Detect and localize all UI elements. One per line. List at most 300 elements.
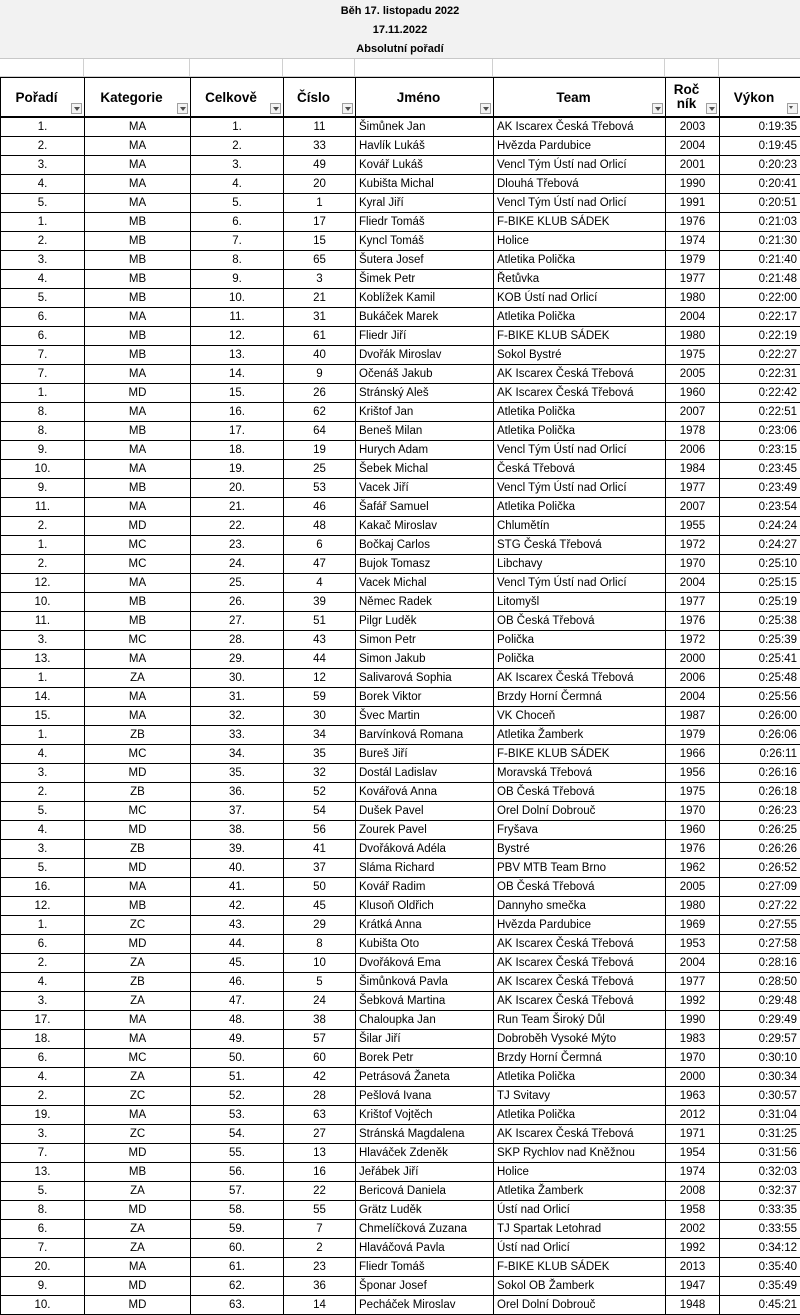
cell-poradi[interactable]: 12. bbox=[1, 574, 85, 593]
cell-celkove[interactable]: 20. bbox=[191, 479, 284, 498]
cell-team[interactable]: Fryšava bbox=[494, 821, 666, 840]
cell-kategorie[interactable]: MA bbox=[85, 650, 191, 669]
cell-jmeno[interactable]: Borek Viktor bbox=[356, 688, 494, 707]
cell-vykon[interactable]: 0:31:25 bbox=[720, 1125, 800, 1144]
cell-team[interactable]: AK Iscarex Česká Třebová bbox=[494, 384, 666, 403]
cell-vykon[interactable]: 0:32:03 bbox=[720, 1163, 800, 1182]
cell-poradi[interactable]: 11. bbox=[1, 612, 85, 631]
table-row[interactable] bbox=[1, 517, 800, 536]
cell-kategorie[interactable]: MD bbox=[85, 935, 191, 954]
cell-jmeno[interactable]: Kyral Jiří bbox=[356, 194, 494, 213]
cell-team[interactable]: Sokol OB Žamberk bbox=[494, 1277, 666, 1296]
cell-kategorie[interactable]: ZA bbox=[85, 992, 191, 1011]
cell-poradi[interactable]: 3. bbox=[1, 631, 85, 650]
cell-poradi[interactable]: 8. bbox=[1, 1201, 85, 1220]
cell-rocnik[interactable]: 1978 bbox=[666, 422, 720, 441]
cell-jmeno[interactable]: Kakač Miroslav bbox=[356, 517, 494, 536]
cell-jmeno[interactable]: Pilgr Luděk bbox=[356, 612, 494, 631]
cell-vykon[interactable]: 0:23:45 bbox=[720, 460, 800, 479]
cell-team[interactable]: TJ Spartak Letohrad bbox=[494, 1220, 666, 1239]
cell-jmeno[interactable]: Šebek Michal bbox=[356, 460, 494, 479]
header-jmeno[interactable]: Jméno bbox=[356, 78, 494, 118]
cell-rocnik[interactable]: 2004 bbox=[666, 137, 720, 156]
cell-vykon[interactable]: 0:26:18 bbox=[720, 783, 800, 802]
cell-jmeno[interactable]: Hurych Adam bbox=[356, 441, 494, 460]
cell-vykon[interactable]: 0:22:27 bbox=[720, 346, 800, 365]
cell-poradi[interactable]: 4. bbox=[1, 745, 85, 764]
cell-kategorie[interactable]: MB bbox=[85, 897, 191, 916]
cell-kategorie[interactable]: MB bbox=[85, 593, 191, 612]
cell-jmeno[interactable]: Borek Petr bbox=[356, 1049, 494, 1068]
cell-rocnik[interactable]: 1979 bbox=[666, 726, 720, 745]
cell-rocnik[interactable]: 1980 bbox=[666, 327, 720, 346]
cell-kategorie[interactable]: MC bbox=[85, 745, 191, 764]
cell-team[interactable]: Chlumětín bbox=[494, 517, 666, 536]
cell-vykon[interactable]: 0:25:19 bbox=[720, 593, 800, 612]
cell-team[interactable]: Ústí nad Orlicí bbox=[494, 1201, 666, 1220]
cell-rocnik[interactable]: 2002 bbox=[666, 1220, 720, 1239]
cell-team[interactable]: F-BIKE KLUB SÁDEK bbox=[494, 327, 666, 346]
cell-vykon[interactable]: 0:28:50 bbox=[720, 973, 800, 992]
cell-poradi[interactable]: 11. bbox=[1, 498, 85, 517]
cell-team[interactable]: OB Česká Třebová bbox=[494, 783, 666, 802]
cell-jmeno[interactable]: Očenáš Jakub bbox=[356, 365, 494, 384]
cell-cislo[interactable]: 48 bbox=[284, 517, 356, 536]
cell-kategorie[interactable]: MB bbox=[85, 232, 191, 251]
cell-rocnik[interactable]: 2004 bbox=[666, 688, 720, 707]
cell-celkove[interactable]: 10. bbox=[191, 289, 284, 308]
cell-kategorie[interactable]: MB bbox=[85, 346, 191, 365]
cell-cislo[interactable]: 43 bbox=[284, 631, 356, 650]
cell-team[interactable]: Brzdy Horní Čermná bbox=[494, 1049, 666, 1068]
cell-jmeno[interactable]: Pešlová Ivana bbox=[356, 1087, 494, 1106]
table-row[interactable] bbox=[1, 403, 800, 422]
cell-kategorie[interactable]: MC bbox=[85, 1049, 191, 1068]
table-row[interactable] bbox=[1, 422, 800, 441]
cell-poradi[interactable]: 5. bbox=[1, 802, 85, 821]
cell-vykon[interactable]: 0:25:38 bbox=[720, 612, 800, 631]
cell-cislo[interactable]: 28 bbox=[284, 1087, 356, 1106]
cell-jmeno[interactable]: Kubišta Michal bbox=[356, 175, 494, 194]
cell-team[interactable]: Polička bbox=[494, 631, 666, 650]
cell-cislo[interactable]: 10 bbox=[284, 954, 356, 973]
table-row[interactable] bbox=[1, 117, 800, 137]
cell-celkove[interactable]: 9. bbox=[191, 270, 284, 289]
cell-kategorie[interactable]: MB bbox=[85, 327, 191, 346]
cell-kategorie[interactable]: MA bbox=[85, 1106, 191, 1125]
cell-vykon[interactable]: 0:23:06 bbox=[720, 422, 800, 441]
cell-jmeno[interactable]: Fliedr Tomáš bbox=[356, 213, 494, 232]
cell-cislo[interactable]: 23 bbox=[284, 1258, 356, 1277]
cell-celkove[interactable]: 12. bbox=[191, 327, 284, 346]
header-poradi[interactable]: Pořadí bbox=[1, 78, 85, 118]
cell-kategorie[interactable]: MA bbox=[85, 194, 191, 213]
cell-vykon[interactable]: 0:27:09 bbox=[720, 878, 800, 897]
cell-kategorie[interactable]: MA bbox=[85, 707, 191, 726]
cell-rocnik[interactable]: 1955 bbox=[666, 517, 720, 536]
table-row[interactable] bbox=[1, 1106, 800, 1125]
filter-dropdown-icon[interactable] bbox=[480, 103, 491, 114]
table-row[interactable] bbox=[1, 897, 800, 916]
cell-jmeno[interactable]: Petrásová Žaneta bbox=[356, 1068, 494, 1087]
cell-poradi[interactable]: 3. bbox=[1, 1125, 85, 1144]
table-row[interactable] bbox=[1, 1296, 800, 1315]
filter-dropdown-icon[interactable] bbox=[342, 103, 353, 114]
cell-rocnik[interactable]: 1962 bbox=[666, 859, 720, 878]
sort-filter-icon[interactable] bbox=[787, 103, 798, 114]
cell-cislo[interactable]: 37 bbox=[284, 859, 356, 878]
cell-cislo[interactable]: 41 bbox=[284, 840, 356, 859]
header-celkove[interactable]: Celkově bbox=[191, 78, 284, 118]
cell-cislo[interactable]: 9 bbox=[284, 365, 356, 384]
cell-jmeno[interactable]: Bureš Jiří bbox=[356, 745, 494, 764]
cell-poradi[interactable]: 8. bbox=[1, 422, 85, 441]
cell-celkove[interactable]: 22. bbox=[191, 517, 284, 536]
cell-jmeno[interactable]: Dostál Ladislav bbox=[356, 764, 494, 783]
cell-kategorie[interactable]: MA bbox=[85, 688, 191, 707]
cell-jmeno[interactable]: Krištof Vojtěch bbox=[356, 1106, 494, 1125]
cell-team[interactable]: Atletika Polička bbox=[494, 1106, 666, 1125]
table-row[interactable] bbox=[1, 859, 800, 878]
cell-vykon[interactable]: 0:22:51 bbox=[720, 403, 800, 422]
cell-cislo[interactable]: 63 bbox=[284, 1106, 356, 1125]
cell-rocnik[interactable]: 1977 bbox=[666, 270, 720, 289]
cell-team[interactable]: Atletika Žamberk bbox=[494, 1182, 666, 1201]
cell-cislo[interactable]: 24 bbox=[284, 992, 356, 1011]
cell-jmeno[interactable]: Vacek Jiří bbox=[356, 479, 494, 498]
cell-poradi[interactable]: 7. bbox=[1, 1239, 85, 1258]
cell-kategorie[interactable]: MA bbox=[85, 498, 191, 517]
cell-vykon[interactable]: 0:25:48 bbox=[720, 669, 800, 688]
table-row[interactable] bbox=[1, 631, 800, 650]
cell-celkove[interactable]: 63. bbox=[191, 1296, 284, 1315]
cell-kategorie[interactable]: ZA bbox=[85, 1182, 191, 1201]
cell-celkove[interactable]: 23. bbox=[191, 536, 284, 555]
cell-kategorie[interactable]: ZA bbox=[85, 1239, 191, 1258]
cell-team[interactable]: OB Česká Třebová bbox=[494, 612, 666, 631]
cell-celkove[interactable]: 49. bbox=[191, 1030, 284, 1049]
cell-kategorie[interactable]: MA bbox=[85, 1030, 191, 1049]
cell-jmeno[interactable]: Koblížek Kamil bbox=[356, 289, 494, 308]
cell-poradi[interactable]: 2. bbox=[1, 555, 85, 574]
cell-vykon[interactable]: 0:33:55 bbox=[720, 1220, 800, 1239]
header-rocnik[interactable]: Ročník bbox=[666, 78, 720, 118]
cell-poradi[interactable]: 17. bbox=[1, 1011, 85, 1030]
cell-team[interactable]: Atletika Polička bbox=[494, 251, 666, 270]
cell-poradi[interactable]: 15. bbox=[1, 707, 85, 726]
cell-team[interactable]: Atletika Polička bbox=[494, 1068, 666, 1087]
cell-poradi[interactable]: 8. bbox=[1, 403, 85, 422]
cell-jmeno[interactable]: Šimek Petr bbox=[356, 270, 494, 289]
cell-cislo[interactable]: 40 bbox=[284, 346, 356, 365]
cell-poradi[interactable]: 1. bbox=[1, 916, 85, 935]
table-row[interactable] bbox=[1, 308, 800, 327]
cell-team[interactable]: Polička bbox=[494, 650, 666, 669]
cell-cislo[interactable]: 57 bbox=[284, 1030, 356, 1049]
cell-poradi[interactable]: 3. bbox=[1, 156, 85, 175]
table-row[interactable] bbox=[1, 289, 800, 308]
table-row[interactable] bbox=[1, 574, 800, 593]
cell-poradi[interactable]: 9. bbox=[1, 479, 85, 498]
cell-jmeno[interactable]: Dvořák Miroslav bbox=[356, 346, 494, 365]
cell-rocnik[interactable]: 1971 bbox=[666, 1125, 720, 1144]
cell-vykon[interactable]: 0:31:04 bbox=[720, 1106, 800, 1125]
cell-team[interactable]: Vencl Tým Ústí nad Orlicí bbox=[494, 441, 666, 460]
cell-poradi[interactable]: 4. bbox=[1, 270, 85, 289]
cell-team[interactable]: Moravská Třebová bbox=[494, 764, 666, 783]
cell-celkove[interactable]: 6. bbox=[191, 213, 284, 232]
cell-poradi[interactable]: 3. bbox=[1, 992, 85, 1011]
cell-vykon[interactable]: 0:22:19 bbox=[720, 327, 800, 346]
cell-vykon[interactable]: 0:29:57 bbox=[720, 1030, 800, 1049]
table-row[interactable] bbox=[1, 460, 800, 479]
cell-team[interactable]: F-BIKE KLUB SÁDEK bbox=[494, 213, 666, 232]
cell-cislo[interactable]: 65 bbox=[284, 251, 356, 270]
cell-rocnik[interactable]: 1992 bbox=[666, 1239, 720, 1258]
cell-celkove[interactable]: 37. bbox=[191, 802, 284, 821]
header-vykon[interactable]: Výkon bbox=[720, 78, 800, 118]
cell-rocnik[interactable]: 1970 bbox=[666, 555, 720, 574]
cell-rocnik[interactable]: 1960 bbox=[666, 821, 720, 840]
cell-vykon[interactable]: 0:25:39 bbox=[720, 631, 800, 650]
cell-celkove[interactable]: 13. bbox=[191, 346, 284, 365]
cell-rocnik[interactable]: 2004 bbox=[666, 574, 720, 593]
cell-rocnik[interactable]: 1958 bbox=[666, 1201, 720, 1220]
cell-kategorie[interactable]: MA bbox=[85, 1258, 191, 1277]
cell-rocnik[interactable]: 1977 bbox=[666, 973, 720, 992]
cell-poradi[interactable]: 5. bbox=[1, 194, 85, 213]
cell-cislo[interactable]: 13 bbox=[284, 1144, 356, 1163]
cell-kategorie[interactable]: MB bbox=[85, 612, 191, 631]
cell-poradi[interactable]: 1. bbox=[1, 669, 85, 688]
cell-celkove[interactable]: 32. bbox=[191, 707, 284, 726]
cell-rocnik[interactable]: 1980 bbox=[666, 897, 720, 916]
cell-celkove[interactable]: 44. bbox=[191, 935, 284, 954]
cell-cislo[interactable]: 4 bbox=[284, 574, 356, 593]
cell-cislo[interactable]: 14 bbox=[284, 1296, 356, 1315]
cell-celkove[interactable]: 1. bbox=[191, 117, 284, 137]
cell-rocnik[interactable]: 1956 bbox=[666, 764, 720, 783]
cell-celkove[interactable]: 26. bbox=[191, 593, 284, 612]
table-row[interactable] bbox=[1, 479, 800, 498]
cell-kategorie[interactable]: MB bbox=[85, 213, 191, 232]
cell-team[interactable]: PBV MTB Team Brno bbox=[494, 859, 666, 878]
table-row[interactable] bbox=[1, 916, 800, 935]
cell-kategorie[interactable]: ZA bbox=[85, 1068, 191, 1087]
cell-celkove[interactable]: 34. bbox=[191, 745, 284, 764]
cell-team[interactable]: Atletika Žamberk bbox=[494, 726, 666, 745]
cell-celkove[interactable]: 11. bbox=[191, 308, 284, 327]
table-row[interactable] bbox=[1, 1030, 800, 1049]
cell-kategorie[interactable]: MD bbox=[85, 859, 191, 878]
cell-celkove[interactable]: 24. bbox=[191, 555, 284, 574]
cell-vykon[interactable]: 0:35:49 bbox=[720, 1277, 800, 1296]
cell-jmeno[interactable]: Šutera Josef bbox=[356, 251, 494, 270]
table-row[interactable] bbox=[1, 1087, 800, 1106]
cell-poradi[interactable]: 4. bbox=[1, 821, 85, 840]
cell-poradi[interactable]: 2. bbox=[1, 232, 85, 251]
cell-team[interactable]: AK Iscarex Česká Třebová bbox=[494, 973, 666, 992]
cell-celkove[interactable]: 52. bbox=[191, 1087, 284, 1106]
cell-vykon[interactable]: 0:21:40 bbox=[720, 251, 800, 270]
table-row[interactable] bbox=[1, 935, 800, 954]
cell-kategorie[interactable]: MC bbox=[85, 631, 191, 650]
cell-celkove[interactable]: 43. bbox=[191, 916, 284, 935]
table-row[interactable] bbox=[1, 441, 800, 460]
cell-celkove[interactable]: 61. bbox=[191, 1258, 284, 1277]
cell-rocnik[interactable]: 2008 bbox=[666, 1182, 720, 1201]
cell-team[interactable]: Atletika Polička bbox=[494, 498, 666, 517]
cell-poradi[interactable]: 10. bbox=[1, 1296, 85, 1315]
cell-rocnik[interactable]: 2004 bbox=[666, 308, 720, 327]
cell-poradi[interactable]: 7. bbox=[1, 1144, 85, 1163]
cell-jmeno[interactable]: Beneš Milan bbox=[356, 422, 494, 441]
table-row[interactable] bbox=[1, 346, 800, 365]
cell-poradi[interactable]: 3. bbox=[1, 764, 85, 783]
cell-cislo[interactable]: 15 bbox=[284, 232, 356, 251]
cell-celkove[interactable]: 18. bbox=[191, 441, 284, 460]
cell-jmeno[interactable]: Hlaváčová Pavla bbox=[356, 1239, 494, 1258]
cell-team[interactable]: Holice bbox=[494, 232, 666, 251]
cell-jmeno[interactable]: Klusoň Oldřich bbox=[356, 897, 494, 916]
cell-vykon[interactable]: 0:27:58 bbox=[720, 935, 800, 954]
cell-poradi[interactable]: 4. bbox=[1, 973, 85, 992]
table-row[interactable] bbox=[1, 137, 800, 156]
cell-jmeno[interactable]: Švec Martin bbox=[356, 707, 494, 726]
cell-jmeno[interactable]: Bericová Daniela bbox=[356, 1182, 494, 1201]
cell-celkove[interactable]: 33. bbox=[191, 726, 284, 745]
cell-vykon[interactable]: 0:25:56 bbox=[720, 688, 800, 707]
cell-rocnik[interactable]: 1953 bbox=[666, 935, 720, 954]
cell-kategorie[interactable]: MA bbox=[85, 308, 191, 327]
cell-celkove[interactable]: 15. bbox=[191, 384, 284, 403]
cell-cislo[interactable]: 6 bbox=[284, 536, 356, 555]
cell-kategorie[interactable]: MB bbox=[85, 422, 191, 441]
cell-poradi[interactable]: 10. bbox=[1, 593, 85, 612]
cell-vykon[interactable]: 0:23:15 bbox=[720, 441, 800, 460]
cell-rocnik[interactable]: 1980 bbox=[666, 289, 720, 308]
cell-kategorie[interactable]: MD bbox=[85, 1296, 191, 1315]
cell-vykon[interactable]: 0:21:30 bbox=[720, 232, 800, 251]
cell-vykon[interactable]: 0:24:24 bbox=[720, 517, 800, 536]
cell-kategorie[interactable]: MC bbox=[85, 555, 191, 574]
cell-jmeno[interactable]: Sláma Richard bbox=[356, 859, 494, 878]
table-row[interactable] bbox=[1, 726, 800, 745]
cell-cislo[interactable]: 2 bbox=[284, 1239, 356, 1258]
cell-celkove[interactable]: 2. bbox=[191, 137, 284, 156]
cell-cislo[interactable]: 61 bbox=[284, 327, 356, 346]
cell-jmeno[interactable]: Chmelíčková Zuzana bbox=[356, 1220, 494, 1239]
cell-poradi[interactable]: 1. bbox=[1, 384, 85, 403]
cell-kategorie[interactable]: MB bbox=[85, 479, 191, 498]
cell-kategorie[interactable]: MD bbox=[85, 517, 191, 536]
cell-jmeno[interactable]: Vacek Michal bbox=[356, 574, 494, 593]
cell-celkove[interactable]: 38. bbox=[191, 821, 284, 840]
cell-team[interactable]: SKP Rychlov nad Kněžnou bbox=[494, 1144, 666, 1163]
table-row[interactable] bbox=[1, 384, 800, 403]
table-row[interactable] bbox=[1, 1144, 800, 1163]
table-row[interactable] bbox=[1, 707, 800, 726]
cell-vykon[interactable]: 0:45:21 bbox=[720, 1296, 800, 1315]
filter-dropdown-icon[interactable] bbox=[652, 103, 663, 114]
cell-jmeno[interactable]: Stránský Aleš bbox=[356, 384, 494, 403]
cell-team[interactable]: Run Team Široký Důl bbox=[494, 1011, 666, 1030]
cell-cislo[interactable]: 45 bbox=[284, 897, 356, 916]
cell-rocnik[interactable]: 1975 bbox=[666, 346, 720, 365]
ranking-title[interactable]: Absolutní pořadí bbox=[0, 40, 800, 59]
cell-celkove[interactable]: 14. bbox=[191, 365, 284, 384]
table-row[interactable] bbox=[1, 973, 800, 992]
cell-vykon[interactable]: 0:21:03 bbox=[720, 213, 800, 232]
cell-vykon[interactable]: 0:25:10 bbox=[720, 555, 800, 574]
cell-poradi[interactable]: 14. bbox=[1, 688, 85, 707]
blank-row[interactable] bbox=[0, 59, 800, 77]
cell-jmeno[interactable]: Šilar Jiří bbox=[356, 1030, 494, 1049]
table-row[interactable] bbox=[1, 194, 800, 213]
cell-poradi[interactable]: 2. bbox=[1, 137, 85, 156]
cell-poradi[interactable]: 1. bbox=[1, 213, 85, 232]
cell-vykon[interactable]: 0:24:27 bbox=[720, 536, 800, 555]
cell-rocnik[interactable]: 2005 bbox=[666, 878, 720, 897]
cell-celkove[interactable]: 56. bbox=[191, 1163, 284, 1182]
cell-rocnik[interactable]: 2006 bbox=[666, 669, 720, 688]
table-row[interactable] bbox=[1, 1277, 800, 1296]
cell-kategorie[interactable]: ZA bbox=[85, 954, 191, 973]
cell-rocnik[interactable]: 1979 bbox=[666, 251, 720, 270]
cell-jmeno[interactable]: Kovář Radim bbox=[356, 878, 494, 897]
cell-poradi[interactable]: 6. bbox=[1, 1049, 85, 1068]
cell-team[interactable]: Libchavy bbox=[494, 555, 666, 574]
cell-vykon[interactable]: 0:22:42 bbox=[720, 384, 800, 403]
cell-cislo[interactable]: 30 bbox=[284, 707, 356, 726]
cell-jmeno[interactable]: Bukáček Marek bbox=[356, 308, 494, 327]
cell-cislo[interactable]: 59 bbox=[284, 688, 356, 707]
cell-vykon[interactable]: 0:20:23 bbox=[720, 156, 800, 175]
cell-cislo[interactable]: 42 bbox=[284, 1068, 356, 1087]
cell-poradi[interactable]: 6. bbox=[1, 327, 85, 346]
cell-celkove[interactable]: 7. bbox=[191, 232, 284, 251]
cell-cislo[interactable]: 27 bbox=[284, 1125, 356, 1144]
cell-jmeno[interactable]: Krátká Anna bbox=[356, 916, 494, 935]
cell-rocnik[interactable]: 2012 bbox=[666, 1106, 720, 1125]
cell-cislo[interactable]: 39 bbox=[284, 593, 356, 612]
cell-vykon[interactable]: 0:26:25 bbox=[720, 821, 800, 840]
cell-team[interactable]: Vencl Tým Ústí nad Orlicí bbox=[494, 156, 666, 175]
cell-vykon[interactable]: 0:32:37 bbox=[720, 1182, 800, 1201]
table-row[interactable] bbox=[1, 555, 800, 574]
cell-vykon[interactable]: 0:19:35 bbox=[720, 117, 800, 137]
cell-jmeno[interactable]: Zourek Pavel bbox=[356, 821, 494, 840]
cell-kategorie[interactable]: MB bbox=[85, 270, 191, 289]
cell-poradi[interactable]: 1. bbox=[1, 117, 85, 137]
cell-rocnik[interactable]: 1992 bbox=[666, 992, 720, 1011]
cell-kategorie[interactable]: ZB bbox=[85, 726, 191, 745]
cell-vykon[interactable]: 0:26:52 bbox=[720, 859, 800, 878]
cell-celkove[interactable]: 53. bbox=[191, 1106, 284, 1125]
cell-kategorie[interactable]: MB bbox=[85, 251, 191, 270]
cell-rocnik[interactable]: 2004 bbox=[666, 954, 720, 973]
cell-team[interactable]: Sokol Bystré bbox=[494, 346, 666, 365]
cell-kategorie[interactable]: ZB bbox=[85, 783, 191, 802]
cell-cislo[interactable]: 32 bbox=[284, 764, 356, 783]
cell-cislo[interactable]: 25 bbox=[284, 460, 356, 479]
cell-kategorie[interactable]: MA bbox=[85, 137, 191, 156]
table-row[interactable] bbox=[1, 688, 800, 707]
cell-kategorie[interactable]: MA bbox=[85, 878, 191, 897]
header-cislo[interactable]: Číslo bbox=[284, 78, 356, 118]
cell-rocnik[interactable]: 1960 bbox=[666, 384, 720, 403]
cell-rocnik[interactable]: 2007 bbox=[666, 403, 720, 422]
